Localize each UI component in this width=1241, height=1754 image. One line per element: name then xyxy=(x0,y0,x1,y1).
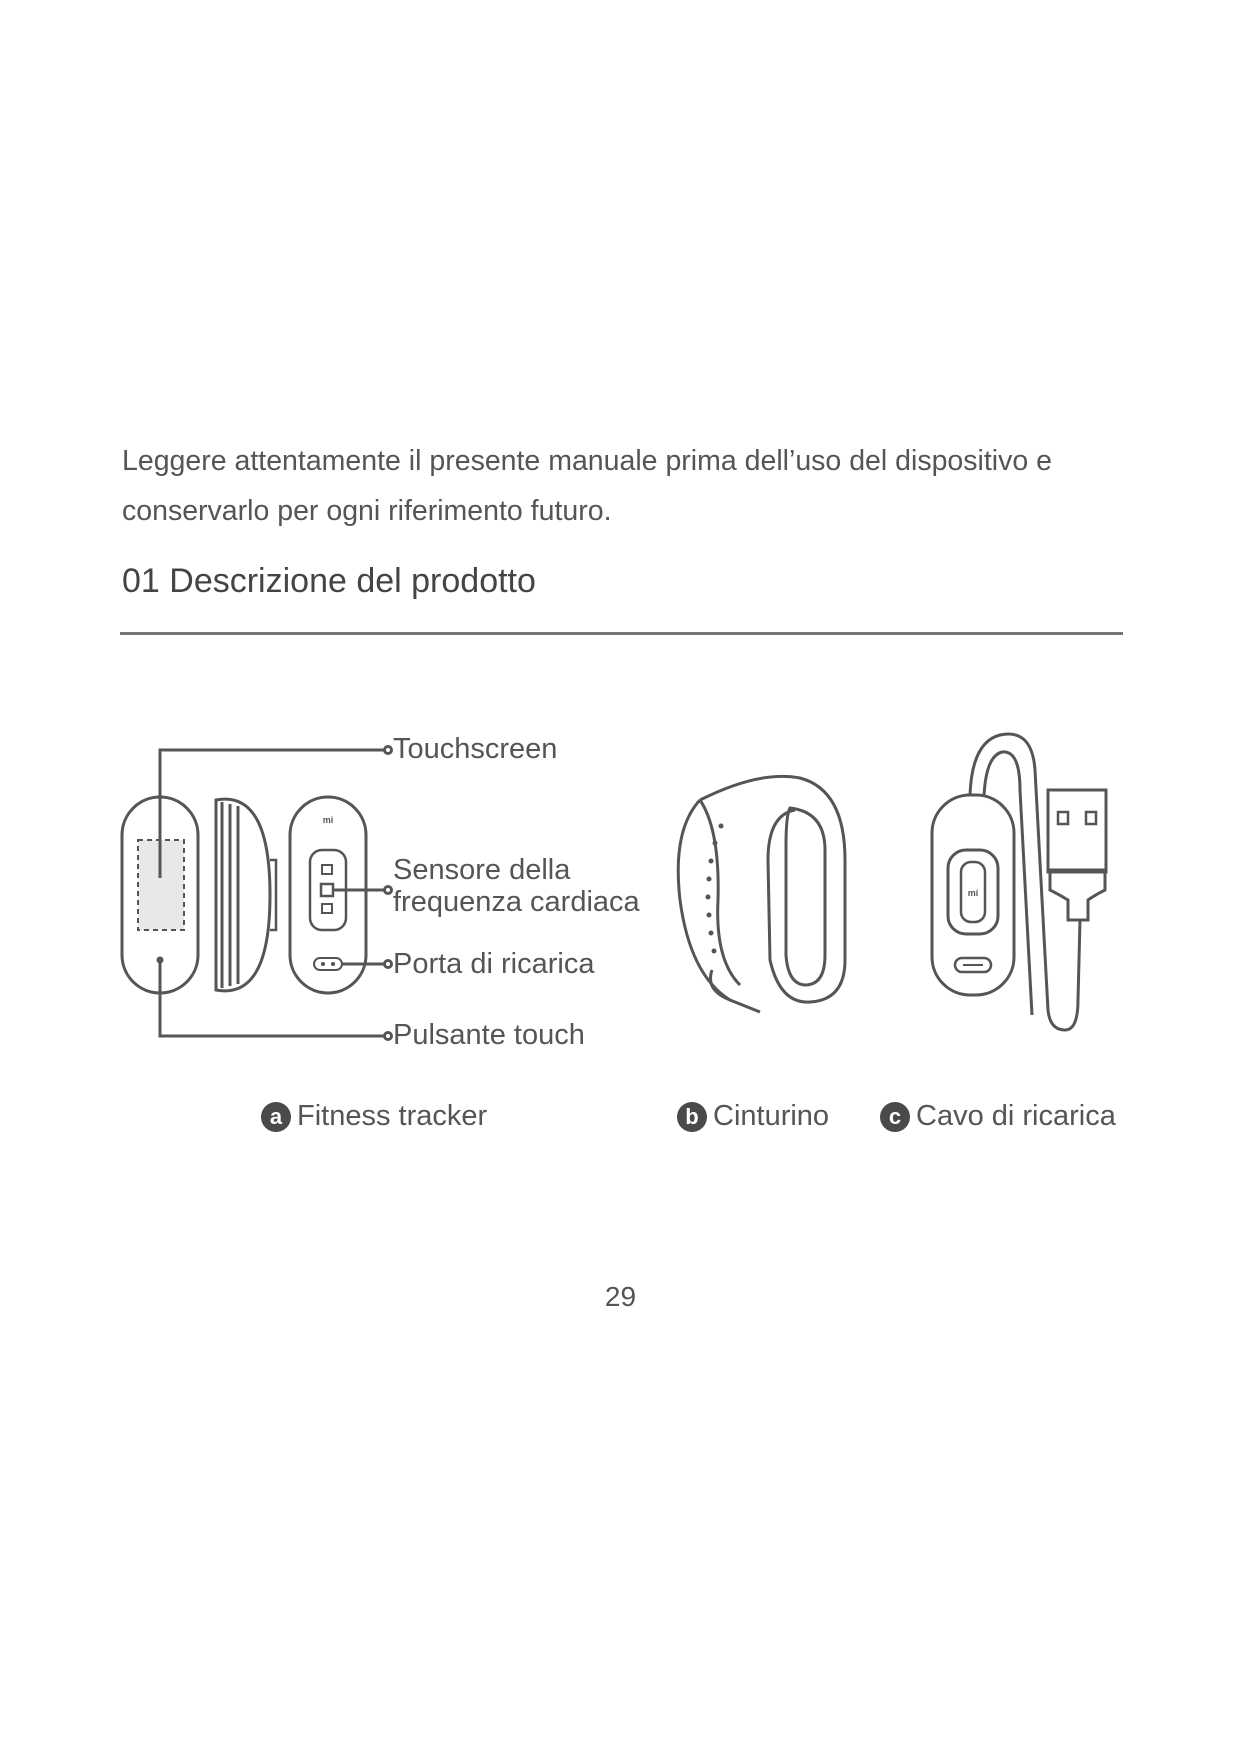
strap-icon xyxy=(678,776,845,1012)
caption-c xyxy=(880,1100,1116,1133)
tracker-back-icon xyxy=(290,797,366,993)
intro-line-2: conservarlo per ogni riferimento futuro. xyxy=(122,495,612,527)
device-logo-cable: mi xyxy=(967,888,979,898)
touchscreen-area xyxy=(138,840,184,930)
callout-touchscreen: Touchscreen xyxy=(393,733,558,765)
touch-button-leader-line xyxy=(160,960,386,1036)
intro-paragraph xyxy=(122,436,1132,536)
page-number: 29 xyxy=(604,1281,637,1312)
touch-button-dot xyxy=(157,957,164,964)
caption-a-badge: a xyxy=(261,1102,291,1132)
caption-c-label: Cavo di ricarica xyxy=(916,1100,1116,1132)
callout-touch-button: Pulsante touch xyxy=(393,1019,585,1051)
caption-b-label: Cinturino xyxy=(713,1100,830,1132)
caption-b-badge: b xyxy=(677,1102,707,1132)
touchscreen-leader-line xyxy=(160,750,386,878)
tracker-front-icon xyxy=(122,797,198,993)
intro-line-1: Leggere attentamente il presente manuale prima dell’uso del dispositivo e xyxy=(122,445,1052,477)
callout-heart-sensor xyxy=(393,854,640,918)
callout-charging-port: Porta di ricarica xyxy=(393,948,595,980)
caption-a-label: Fitness tracker xyxy=(297,1100,488,1132)
callout-heart-sensor-line-2: frequenza cardiaca xyxy=(393,886,640,918)
charging-port-icon xyxy=(314,958,342,970)
device-logo-back: mi xyxy=(322,815,334,825)
caption-b xyxy=(677,1100,829,1133)
tracker-side-icon xyxy=(216,799,270,991)
caption-c-badge: c xyxy=(880,1102,910,1132)
callout-heart-sensor-line-1: Sensore della xyxy=(393,854,571,886)
caption-a xyxy=(261,1100,487,1133)
section-divider xyxy=(120,632,1123,635)
section-title: 01 Descrizione del prodotto xyxy=(122,562,536,600)
charging-cable-icon xyxy=(932,734,1106,1030)
